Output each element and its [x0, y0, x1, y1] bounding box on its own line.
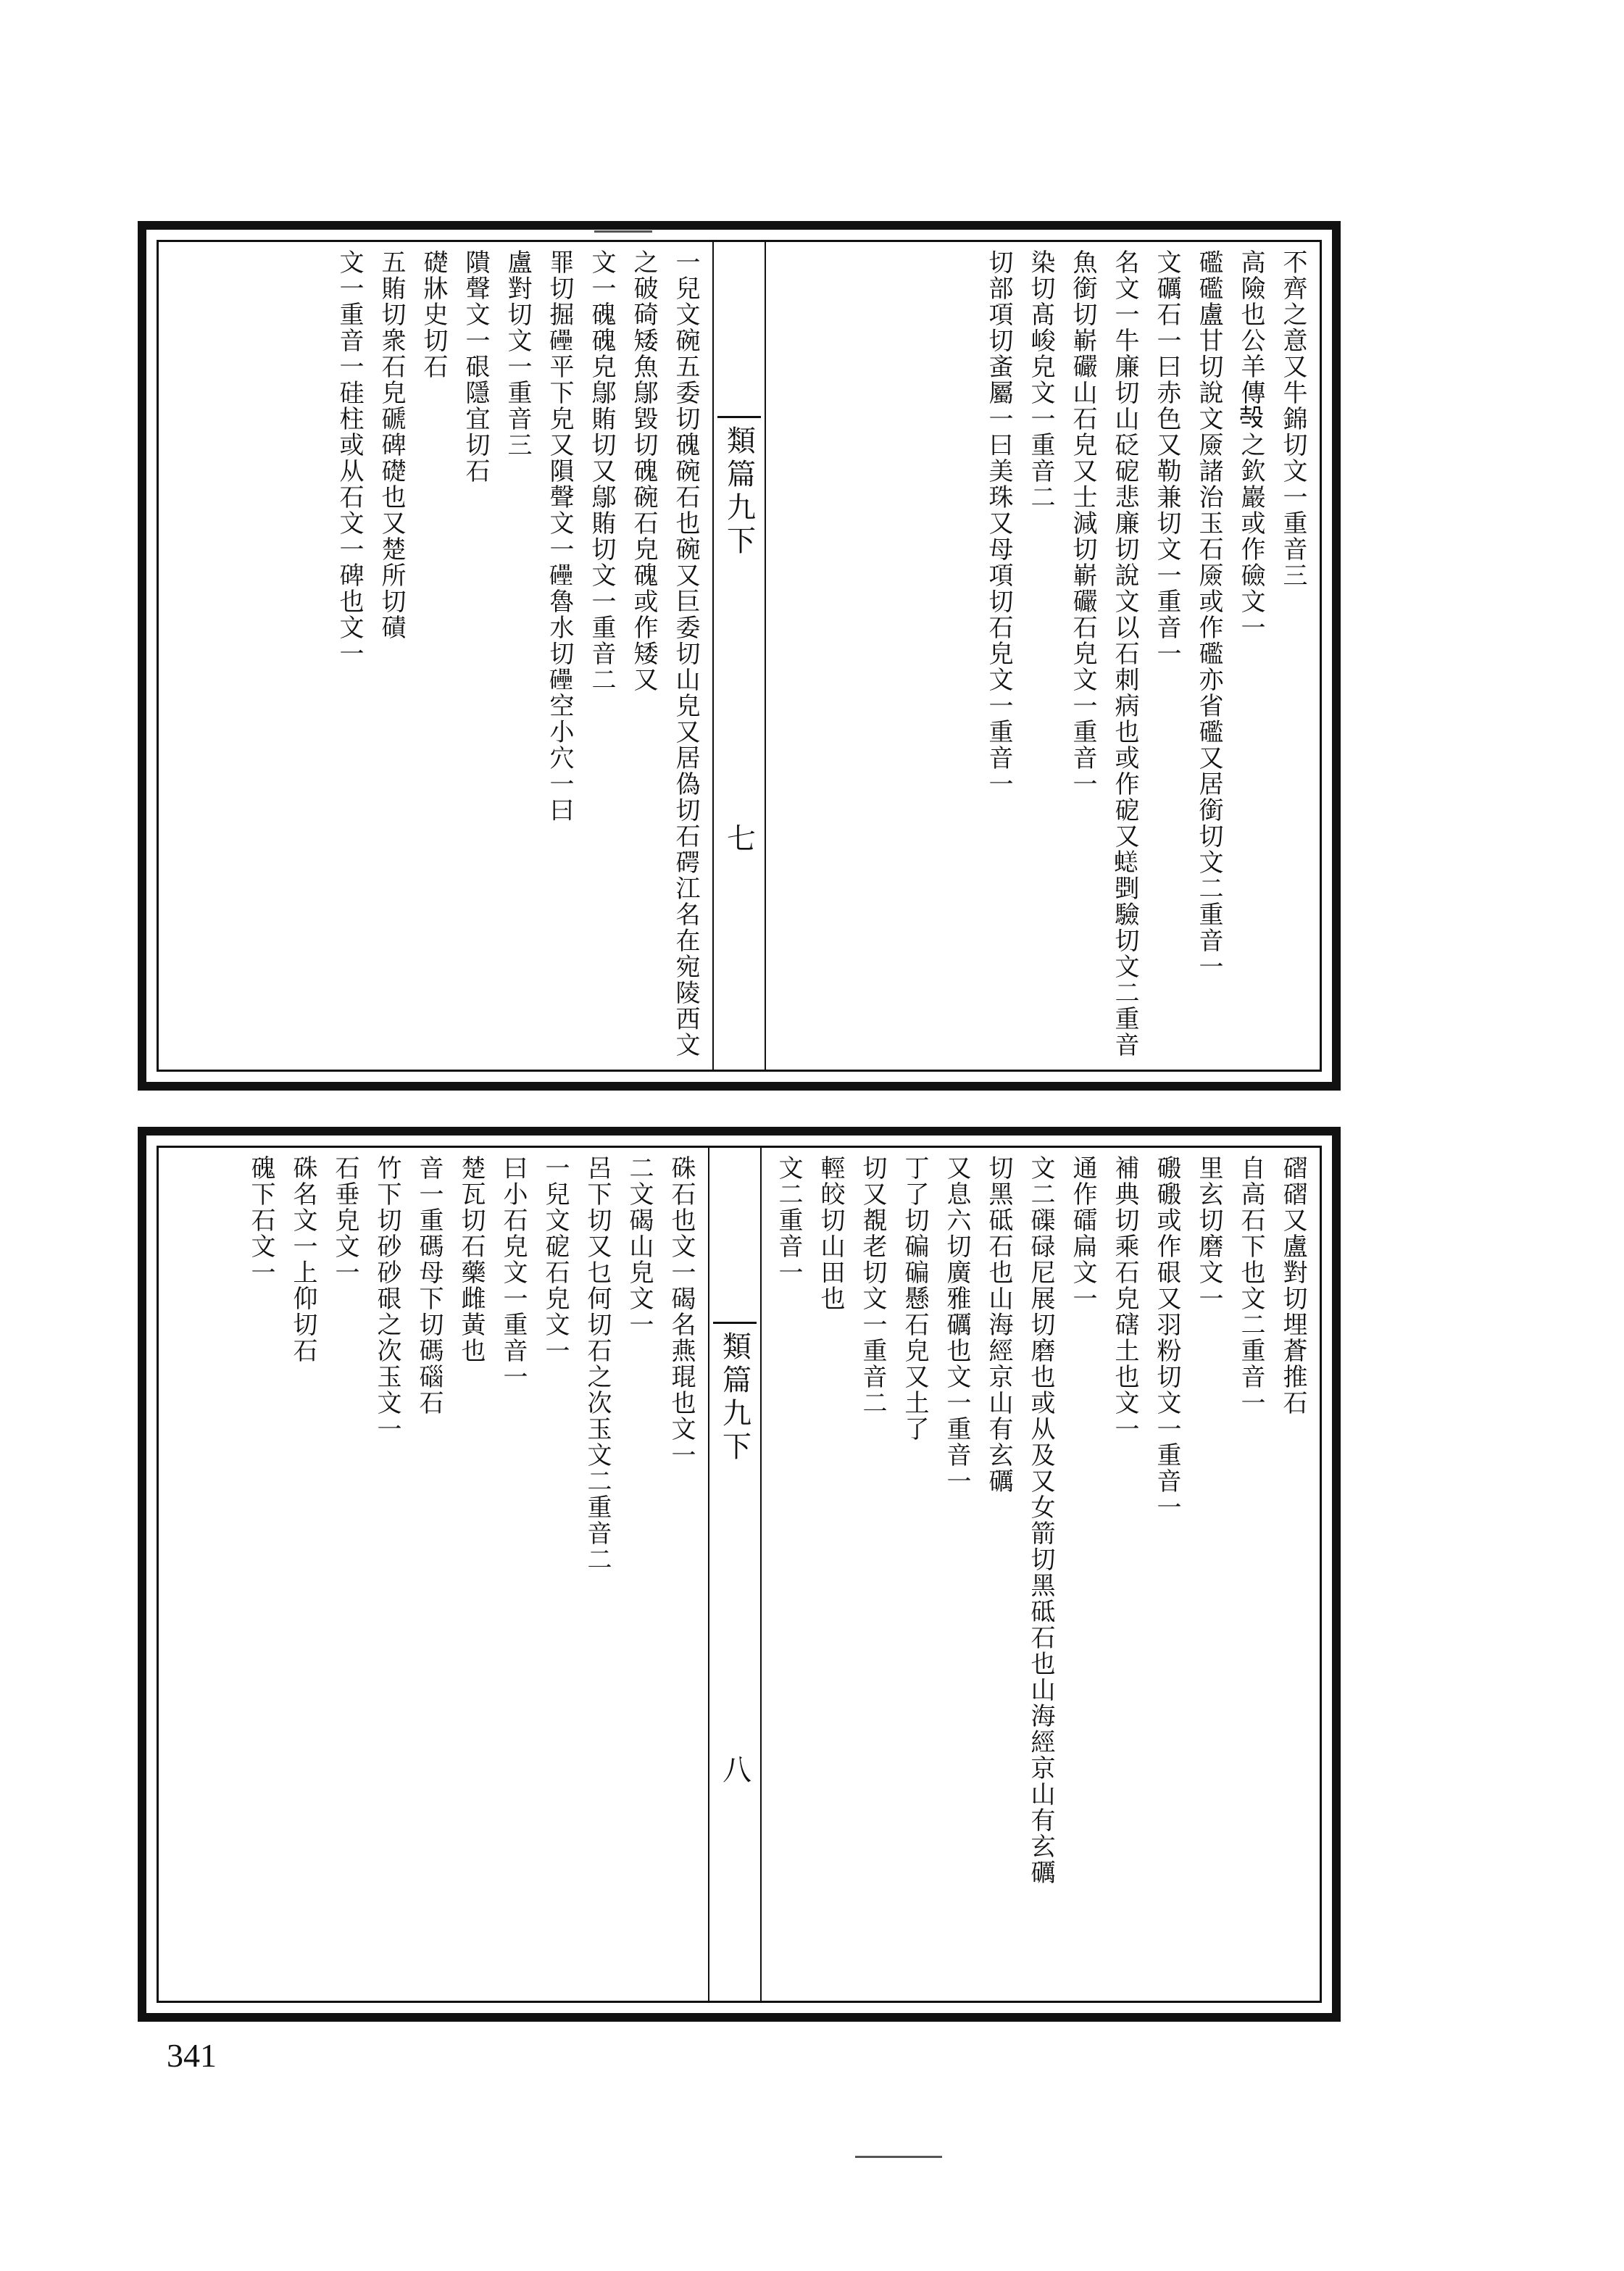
text-column: 里玄切磨文一 — [1194, 1155, 1223, 1312]
text-column: 二文碣山皃文一 — [625, 1155, 654, 1338]
folio-number: 八 — [717, 1754, 751, 1783]
text-column: 文二重音一 — [774, 1155, 803, 1285]
text-column: 礛礛盧甘切說文厱諸治玉石厱或作礛亦省礛又居銜切文二重音一 — [1194, 249, 1223, 980]
fishtail-mark — [713, 1278, 757, 1324]
bottom-right-half — [762, 1148, 1320, 2001]
text-column: 又息六切廣雅礪也文一重音一 — [942, 1155, 971, 1494]
text-column: 磖磖又盧對切埋蒼推石 — [1278, 1155, 1307, 1416]
text-column: 名文一牛廉切山砭砨悲廉切說文以石刺病也或作砨又𧏮㓸驗切文二重音 — [1110, 249, 1139, 1058]
scan-mark — [855, 2156, 942, 2158]
bottom-left-half — [159, 1148, 708, 2001]
text-column: 文一磈磈皃鄔賄切又鄔賄切文一重音二 — [587, 249, 616, 693]
text-column: 丁了切碥碥懸石皃又土了 — [900, 1155, 929, 1442]
text-column: 磈下石文一 — [246, 1155, 275, 1285]
text-column: 硃石也文一碣名燕琨也文一 — [667, 1155, 696, 1468]
text-column: 隤聲文一硍隱宜切石 — [461, 249, 490, 484]
text-column: 補典切乘石皃磍土也文一 — [1110, 1155, 1139, 1442]
text-column: 高險也公羊傳𣪊之欽巖或作礆文一 — [1236, 249, 1265, 641]
text-column: 呂下切又乜何切石之次玉文二重音二 — [583, 1155, 612, 1572]
center-gutter — [712, 242, 766, 1070]
text-column: 切部項切蚉屬一曰美珠又母項切石皃文一重音一 — [984, 249, 1013, 797]
text-column: 五賄切衆石皃磃碑礎也又楚所切磧 — [377, 249, 406, 641]
text-column: 一兒文砨石皃文一 — [541, 1155, 570, 1364]
text-column: 之破碕矮魚鄔毀切磈碗石皃磈或作矮又 — [629, 249, 658, 693]
text-column: 切黑砥石也山海經京山有玄礪 — [984, 1155, 1013, 1494]
text-column: 磤磤或作硍又羽粉切文一重音一 — [1152, 1155, 1181, 1520]
text-column: 輕皎切山田也 — [816, 1155, 845, 1312]
text-column: 文二磲碌尼展切磨也或从及又女箭切黑砥石也山海經京山有玄礪 — [1026, 1155, 1055, 1885]
top-panel — [138, 221, 1341, 1091]
top-right-half — [766, 242, 1320, 1070]
page-number: 341 — [167, 2037, 217, 2074]
folio-number: 七 — [722, 823, 756, 852]
gutter-title: 類篇九下 — [717, 1331, 751, 1464]
text-column: 染切髙峻皃文一重音二 — [1026, 249, 1055, 510]
text-column: 一兒文碗五委切磈碗石也碗又巨委切山皃又居偽切石𥔲江名在宛陵西文 — [671, 249, 700, 1058]
top-panel-frame — [157, 240, 1322, 1072]
gutter-title: 類篇九下 — [722, 425, 756, 559]
center-gutter — [708, 1148, 762, 2001]
top-left-half — [159, 242, 712, 1070]
scan-mark — [594, 230, 652, 233]
text-column: 音一重碼母下切碼碯石 — [415, 1155, 444, 1416]
text-column: 盧對切文一重音三 — [503, 249, 532, 458]
text-column: 文礪石一曰赤色又勒兼切文一重音一 — [1152, 249, 1181, 667]
text-column: 罪切掘𥗬平下皃又隕聲文一𥗬魯水切𥗬空小穴一曰 — [545, 249, 574, 823]
text-column: 文一重音一硅柱或从石文一碑也文一 — [335, 249, 364, 667]
text-column: 切又覩老切文一重音二 — [858, 1155, 887, 1416]
bottom-panel — [138, 1127, 1341, 2022]
text-column: 楚瓦切石藥雌黃也 — [457, 1155, 486, 1364]
text-column: 硃名文一上仰切石 — [288, 1155, 317, 1364]
text-column: 曰小石皃文一重音一 — [499, 1155, 528, 1390]
text-column: 石垂皃文一 — [330, 1155, 359, 1285]
bottom-panel-frame — [157, 1146, 1322, 2003]
text-column: 自高石下也文二重音一 — [1236, 1155, 1265, 1416]
fishtail-mark — [717, 372, 761, 418]
text-column: 魚銜切嶄礹山石皃又士減切嶄礹石皃文一重音一 — [1068, 249, 1097, 797]
text-column: 竹下切砂砂硍之次玉文一 — [372, 1155, 401, 1442]
text-column: 通作礌扁文一 — [1068, 1155, 1097, 1312]
text-column: 礎牀史切石 — [419, 249, 448, 380]
text-column: 不齊之意又牛錦切文一重音三 — [1278, 249, 1307, 588]
